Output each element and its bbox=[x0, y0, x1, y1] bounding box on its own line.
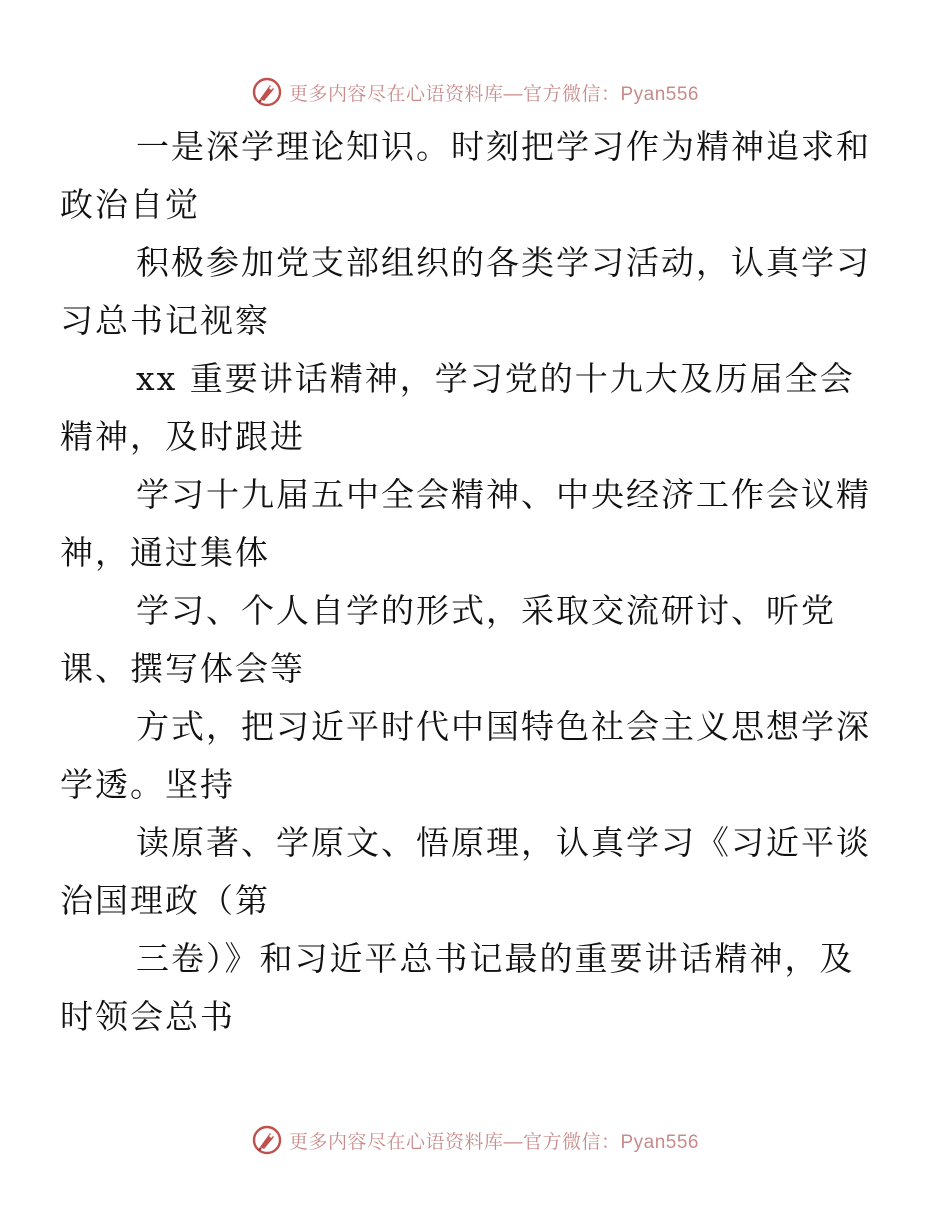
paragraph-line: 三卷）》和习近平总书记最的重要讲话精神，及 bbox=[136, 939, 855, 978]
paragraph-line: 课、撰写体会等 bbox=[60, 649, 305, 688]
paragraph bbox=[60, 582, 858, 698]
paragraph bbox=[60, 930, 858, 1046]
footer-watermark bbox=[0, 1120, 950, 1160]
paragraph-line: 读原著、学原文、悟原理，认真学习《习近平谈 bbox=[136, 823, 871, 862]
paragraph bbox=[60, 234, 871, 350]
paragraph bbox=[60, 118, 871, 234]
paragraph-line: 一是深学理论知识。时刻把学习作为精神追求和 bbox=[136, 127, 871, 166]
pen-nib-logo-icon bbox=[251, 1124, 283, 1156]
paragraph-line: 积极参加党支部组织的各类学习活动，认真学习 bbox=[136, 243, 871, 282]
paragraph bbox=[60, 698, 871, 814]
document-body bbox=[60, 118, 871, 1046]
paragraph-line: 治国理政（第 bbox=[60, 881, 270, 920]
paragraph-line: 神，通过集体 bbox=[60, 533, 270, 572]
paragraph-line: 学习十九届五中全会精神、中央经济工作会议精 bbox=[136, 475, 871, 514]
watermark-text: 更多内容尽在心语资料库—官方微信：Pyan556 bbox=[288, 83, 699, 105]
pen-nib-logo-icon bbox=[251, 76, 283, 108]
watermark-text: 更多内容尽在心语资料库—官方微信：Pyan556 bbox=[288, 1131, 699, 1153]
paragraph-line: 习总书记视察 bbox=[60, 301, 270, 340]
header-watermark bbox=[0, 72, 950, 112]
paragraph bbox=[60, 814, 871, 930]
paragraph-line: 学透。坚持 bbox=[60, 765, 235, 804]
paragraph-line: 政治自觉 bbox=[60, 185, 200, 224]
paragraph-line: xx 重要讲话精神，学习党的十九大及历届全会 bbox=[136, 359, 855, 398]
paragraph bbox=[60, 350, 858, 466]
paragraph bbox=[60, 466, 871, 582]
paragraph-line: 学习、个人自学的形式，采取交流研讨、听党 bbox=[136, 591, 836, 630]
paragraph-line: 时领会总书 bbox=[60, 997, 235, 1036]
paragraph-line: 方式，把习近平时代中国特色社会主义思想学深 bbox=[136, 707, 871, 746]
paragraph-line: 精神，及时跟进 bbox=[60, 417, 305, 456]
